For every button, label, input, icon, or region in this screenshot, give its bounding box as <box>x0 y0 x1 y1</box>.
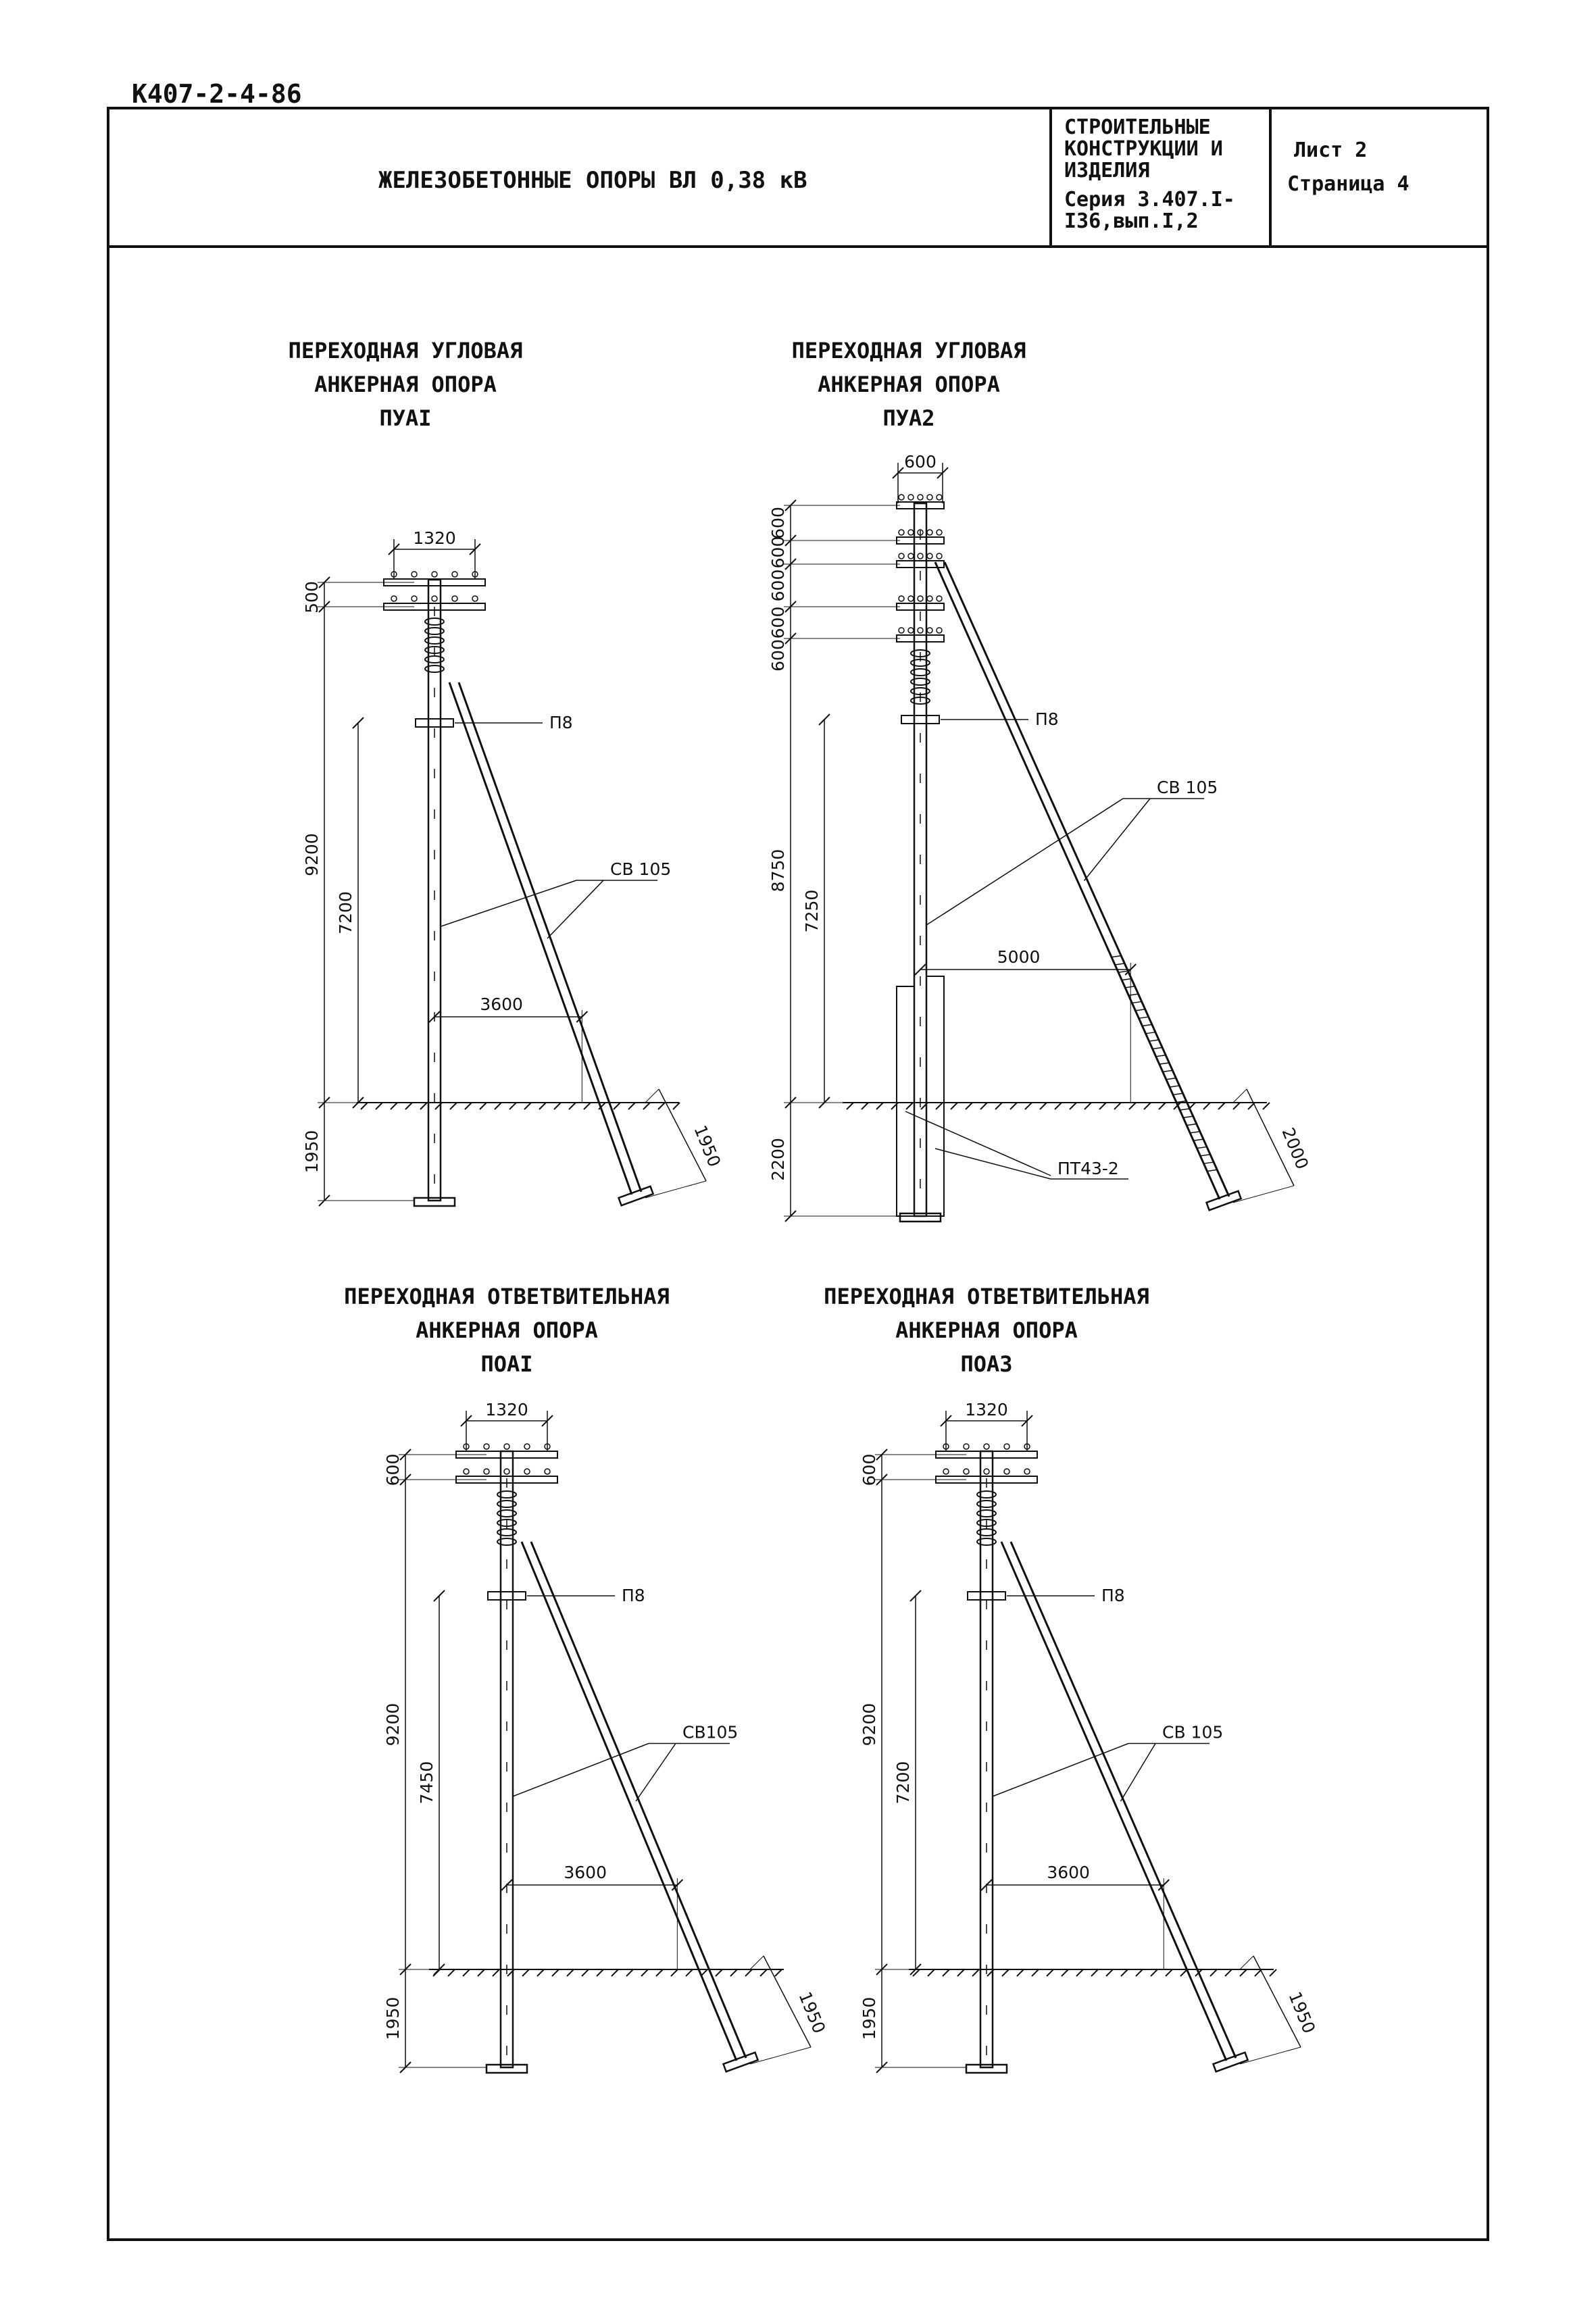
strut-edge-2 <box>459 682 641 1192</box>
ground-hatch <box>1002 1969 1009 1976</box>
ground-hatch <box>760 1969 767 1976</box>
strut-attach-value: 7200 <box>336 891 355 934</box>
tier-spacing-value: 600 <box>768 536 788 569</box>
insulator <box>908 530 914 535</box>
ground-hatch <box>862 1103 868 1109</box>
ground-hatch <box>567 1969 574 1976</box>
drawing-caption-line-2: АНКЕРНАЯ ОПОРА <box>818 372 1000 397</box>
strut-edge-2 <box>1011 1542 1236 2058</box>
ground-hatch <box>614 1103 620 1109</box>
strut-burial-value: 1950 <box>690 1122 725 1170</box>
wire-leader-strut <box>636 1744 676 1802</box>
insulator <box>937 553 942 559</box>
insulator <box>964 1444 969 1449</box>
ground-hatch <box>1233 1103 1240 1109</box>
ground-hatch <box>1091 1969 1098 1976</box>
insulator <box>899 530 904 535</box>
drawing-caption-code: ПОА3 <box>960 1351 1013 1377</box>
ground-hatch <box>465 1103 472 1109</box>
wire-leader-pole <box>441 880 576 926</box>
ground-hatch <box>480 1103 487 1109</box>
insulator <box>432 596 437 601</box>
ground-hatch <box>582 1969 589 1976</box>
strut-hatch <box>1166 1078 1176 1080</box>
top-width-value: 600 <box>904 452 937 472</box>
strut-edge-1 <box>449 682 632 1194</box>
ground-hatch <box>951 1103 957 1109</box>
insulator <box>908 596 914 601</box>
top-spacing-value: 600 <box>383 1453 403 1486</box>
strut-edge-1 <box>522 1542 737 2061</box>
ground-hatch <box>1032 1969 1039 1976</box>
strut-hatch <box>1146 1032 1155 1034</box>
burial-depth-value: 1950 <box>383 1996 403 2040</box>
ground-hatch <box>943 1969 949 1976</box>
strut-hatch <box>1183 1116 1193 1117</box>
strut-burial-ext <box>1240 2047 1301 2064</box>
sheet-frame <box>108 108 1488 2240</box>
strut-edge-2 <box>945 562 1229 1197</box>
ground-hatch <box>928 1969 934 1976</box>
strut-attach-value: 7200 <box>893 1761 913 1805</box>
strut-attach-value: 7450 <box>417 1761 437 1805</box>
strut-hatch <box>1197 1147 1206 1149</box>
ground-hatch <box>1270 1969 1276 1976</box>
ground-hatch <box>405 1103 412 1109</box>
wire-label: СВ105 <box>682 1722 739 1742</box>
strut-edge-1 <box>1001 1542 1226 2061</box>
plate-bracket <box>968 1592 1005 1600</box>
total-height-value: 9200 <box>859 1703 879 1746</box>
insulator <box>984 1469 989 1474</box>
plate-bracket <box>488 1592 526 1600</box>
insulator <box>918 596 923 601</box>
wire-label: СВ 105 <box>610 859 672 879</box>
ground-hatch <box>906 1103 913 1109</box>
ground-hatch <box>658 1103 665 1109</box>
insulator <box>964 1469 969 1474</box>
strut-burial-ext <box>750 1956 764 1969</box>
insulator <box>927 530 932 535</box>
strut-hatch <box>1156 1055 1166 1057</box>
category-line-3: ИЗДЕЛИЯ <box>1064 159 1150 182</box>
tier-spacing-value: 600 <box>768 639 788 672</box>
insulator <box>504 1444 509 1449</box>
insulator <box>908 553 914 559</box>
ground-hatch <box>673 1103 680 1109</box>
ground-hatch <box>1106 1969 1113 1976</box>
strut-burial-ext <box>645 1089 659 1103</box>
insulator <box>524 1444 530 1449</box>
ground-hatch <box>643 1103 650 1109</box>
strut-foot-plate <box>1214 2053 1248 2071</box>
insulator <box>927 628 932 633</box>
strut-hatch <box>1200 1155 1210 1156</box>
strut-hatch <box>1142 1025 1151 1026</box>
ground-hatch <box>493 1969 499 1976</box>
insulator <box>484 1469 489 1474</box>
wire-leader-pole <box>927 799 1123 925</box>
strut-burial-value: 2000 <box>1278 1124 1313 1172</box>
strut-hatch <box>1203 1162 1213 1163</box>
insulator <box>918 628 923 633</box>
strut-hatch <box>1190 1132 1199 1133</box>
ground-hatch <box>1084 1103 1091 1109</box>
ground-hatch <box>495 1103 501 1109</box>
top-spacing-value: 500 <box>302 581 322 613</box>
wire-leader-strut <box>1084 799 1151 881</box>
tier-spacing-value: 600 <box>768 569 788 602</box>
insulator <box>1024 1469 1030 1474</box>
top-spacing-value: 600 <box>859 1453 879 1486</box>
ground-hatch <box>537 1969 544 1976</box>
ground-hatch <box>686 1969 693 1976</box>
ground-hatch <box>641 1969 648 1976</box>
ground-hatch <box>671 1969 678 1976</box>
insulator <box>412 572 417 577</box>
ground-hatch <box>775 1969 782 1976</box>
insulator <box>1004 1469 1009 1474</box>
ground-hatch <box>420 1103 427 1109</box>
strut-hatch <box>1159 1063 1169 1064</box>
ground-hatch <box>626 1969 633 1976</box>
strut-hatch <box>1153 1047 1162 1049</box>
ground-hatch <box>450 1103 457 1109</box>
strut-hatch <box>1118 971 1128 972</box>
ground-hatch <box>463 1969 470 1976</box>
strut-hatch <box>1180 1109 1189 1110</box>
drawing-caption-line-2: АНКЕРНАЯ ОПОРА <box>895 1317 1078 1343</box>
ground-hatch <box>730 1969 737 1976</box>
strut-base-value: 3600 <box>480 995 523 1014</box>
insulator <box>937 628 942 633</box>
drawing-caption-line-1: ПЕРЕХОДНАЯ ОТВЕТВИТЕЛЬНАЯ <box>824 1284 1149 1309</box>
plate-label: П8 <box>1035 709 1059 729</box>
ground-hatch <box>1010 1103 1017 1109</box>
ground-hatch <box>1099 1103 1106 1109</box>
insulator <box>472 596 478 601</box>
strut-hatch <box>1139 1017 1148 1018</box>
pole-foot-plate <box>414 1198 455 1206</box>
ground-hatch <box>1055 1103 1062 1109</box>
insulator <box>918 495 923 500</box>
crossarm <box>897 635 944 642</box>
drawing-3 <box>344 1284 829 2073</box>
ground-hatch <box>1210 1969 1217 1976</box>
stand-left <box>897 986 914 1216</box>
insulator <box>937 596 942 601</box>
burial-depth-value: 1950 <box>302 1130 322 1174</box>
series-line-1: Серия 3.407.I- <box>1064 188 1235 211</box>
ground-hatch <box>980 1103 987 1109</box>
plate-label: П8 <box>622 1586 645 1605</box>
insulator <box>452 596 457 601</box>
strut-edge-2 <box>531 1542 746 2058</box>
wire-leader-pole <box>514 1744 649 1796</box>
ground-hatch <box>509 1103 516 1109</box>
plate-label: П8 <box>1101 1586 1125 1605</box>
tier-spacing-value: 600 <box>768 606 788 639</box>
strut-burial-ext <box>645 1181 706 1198</box>
ground-hatch <box>966 1103 972 1109</box>
ground-hatch <box>524 1103 531 1109</box>
insulator <box>943 1469 949 1474</box>
strut-burial-ext <box>1233 1089 1247 1103</box>
ground-hatch <box>1136 1969 1143 1976</box>
insulator <box>484 1444 489 1449</box>
plate-label: П8 <box>549 713 573 732</box>
category-line-2: КОНСТРУКЦИИ И <box>1064 137 1223 161</box>
strut-burial-ext <box>750 2047 811 2064</box>
ground-hatch <box>361 1103 368 1109</box>
ground-hatch <box>995 1103 1002 1109</box>
title-block-title: ЖЕЛЕЗОБЕТОННЫЕ ОПОРЫ ВЛ 0,38 кВ <box>378 167 807 194</box>
strut-hatch <box>1112 956 1121 957</box>
ground-hatch <box>1159 1103 1166 1109</box>
ground-hatch <box>612 1969 618 1976</box>
insulator <box>452 572 457 577</box>
strut-burial-value: 1950 <box>795 1988 830 2036</box>
stand-leader-2 <box>935 1149 1051 1179</box>
wire-label: СВ 105 <box>1157 778 1218 797</box>
pole-foot-plate <box>966 2065 1007 2073</box>
pole-foot-plate <box>900 1213 941 1222</box>
insulator <box>899 553 904 559</box>
document-code: К407-2-4-86 <box>132 79 302 109</box>
insulator <box>908 628 914 633</box>
ground-hatch <box>1114 1103 1121 1109</box>
strut-hatch <box>1135 1009 1145 1011</box>
plate-bracket <box>901 715 939 724</box>
ground-hatch <box>1263 1103 1270 1109</box>
top-width-value: 1320 <box>413 528 456 548</box>
strut-foot-plate <box>619 1186 653 1205</box>
wire-leader-strut <box>1121 1744 1156 1802</box>
ground-hatch <box>539 1103 546 1109</box>
ground-hatch <box>376 1103 382 1109</box>
insulator <box>927 553 932 559</box>
strut-foot-plate <box>724 2053 758 2071</box>
ground-hatch <box>448 1969 455 1976</box>
insulator <box>937 495 942 500</box>
total-height-value: 8750 <box>768 849 788 892</box>
crossarm <box>897 603 944 610</box>
ground-hatch <box>554 1103 561 1109</box>
strut-hatch <box>1163 1070 1172 1072</box>
strut-edge-1 <box>935 562 1220 1199</box>
pole-body <box>501 1451 513 2067</box>
ground-hatch <box>522 1969 529 1976</box>
ground-hatch <box>1121 1969 1128 1976</box>
strut-attach-value: 7250 <box>802 889 822 933</box>
ground-hatch <box>552 1969 559 1976</box>
burial-depth-value: 1950 <box>859 1996 879 2040</box>
strut-base-value: 3600 <box>564 1863 607 1882</box>
strut-hatch <box>1207 1170 1216 1172</box>
ground-hatch <box>478 1969 484 1976</box>
ground-hatch <box>391 1103 397 1109</box>
drawing-caption-code: ПОАI <box>480 1351 533 1377</box>
drawing-caption-line-1: ПЕРЕХОДНАЯ УГЛОВАЯ <box>791 338 1026 363</box>
strut-hatch <box>1149 1040 1159 1041</box>
insulator <box>937 530 942 535</box>
strut-hatch <box>1187 1124 1196 1126</box>
ground-hatch <box>1144 1103 1151 1109</box>
ground-hatch <box>1076 1969 1083 1976</box>
insulator <box>927 596 932 601</box>
ground-hatch <box>1062 1969 1068 1976</box>
ground-hatch <box>628 1103 635 1109</box>
ground-hatch <box>1047 1969 1053 1976</box>
tier-spacing-value: 600 <box>768 507 788 539</box>
ground-hatch <box>1180 1969 1187 1976</box>
ground-hatch <box>1070 1103 1076 1109</box>
insulator <box>412 596 417 601</box>
insulator <box>899 596 904 601</box>
insulator <box>432 572 437 577</box>
ground-hatch <box>1017 1969 1024 1976</box>
strut-base-value: 3600 <box>1047 1863 1090 1882</box>
ground-hatch <box>1129 1103 1136 1109</box>
insulator <box>899 628 904 633</box>
ground-hatch <box>716 1969 722 1976</box>
stand-right <box>926 976 944 1216</box>
insulator <box>464 1469 469 1474</box>
drawing-caption-line-2: АНКЕРНАЯ ОПОРА <box>314 372 497 397</box>
strut-foot-plate <box>1207 1191 1241 1210</box>
category-line-1: СТРОИТЕЛЬНЫЕ <box>1064 116 1211 139</box>
strut-hatch <box>1170 1086 1179 1087</box>
insulator <box>545 1469 550 1474</box>
ground-hatch <box>936 1103 943 1109</box>
drawing-caption-line-2: АНКЕРНАЯ ОПОРА <box>416 1317 598 1343</box>
ground-hatch <box>1166 1969 1172 1976</box>
insulator <box>504 1469 509 1474</box>
total-height-value: 9200 <box>302 833 322 876</box>
drawing-caption-code: ПУАI <box>379 405 432 431</box>
drawing-2 <box>768 338 1312 1222</box>
drawing-caption-line-1: ПЕРЕХОДНАЯ УГЛОВАЯ <box>288 338 523 363</box>
drawing-caption-code: ПУА2 <box>882 405 935 431</box>
insulator <box>391 596 397 601</box>
ground-hatch <box>957 1969 964 1976</box>
ground-hatch <box>701 1969 707 1976</box>
ground-hatch <box>1240 1969 1247 1976</box>
total-height-value: 9200 <box>383 1703 403 1746</box>
ground-hatch <box>972 1969 979 1976</box>
insulator <box>1004 1444 1009 1449</box>
ground-hatch <box>1025 1103 1032 1109</box>
insulator <box>908 495 914 500</box>
drawing-4 <box>824 1284 1319 2073</box>
strut-hatch <box>1125 986 1134 988</box>
ground-hatch <box>1203 1103 1210 1109</box>
drawing-caption-line-1: ПЕРЕХОДНАЯ ОТВЕТВИТЕЛЬНАЯ <box>344 1284 670 1309</box>
top-width-value: 1320 <box>965 1400 1008 1419</box>
strut-burial-ext <box>1240 1956 1253 1969</box>
ground-hatch <box>1040 1103 1047 1109</box>
ground-hatch <box>847 1103 853 1109</box>
drawing-1 <box>289 338 725 1206</box>
strut-hatch <box>1122 979 1131 980</box>
sheet-number: Лист 2 <box>1294 139 1368 162</box>
stand-label: ПТ43-2 <box>1057 1159 1119 1178</box>
wire-leader-strut <box>547 880 603 938</box>
pole-foot-plate <box>487 2065 527 2073</box>
plate-bracket <box>416 719 453 727</box>
strut-base-value: 5000 <box>997 947 1041 967</box>
ground-hatch <box>745 1969 752 1976</box>
strut-hatch <box>1115 963 1124 965</box>
ground-hatch <box>597 1969 603 1976</box>
ground-hatch <box>876 1103 883 1109</box>
strut-hatch <box>1132 1002 1141 1003</box>
strut-hatch <box>1128 994 1138 995</box>
ground-hatch <box>584 1103 591 1109</box>
insulator <box>524 1469 530 1474</box>
ground-hatch <box>656 1969 663 1976</box>
ground-hatch <box>569 1103 576 1109</box>
wire-label: СВ 105 <box>1162 1722 1224 1742</box>
series-line-2: I36,вып.I,2 <box>1064 209 1199 233</box>
strut-hatch <box>1193 1139 1203 1140</box>
ground-hatch <box>1218 1103 1225 1109</box>
insulator <box>927 495 932 500</box>
strut-burial-value: 1950 <box>1285 1988 1320 2036</box>
insulator <box>899 495 904 500</box>
pole-body <box>980 1451 993 2067</box>
top-width-value: 1320 <box>485 1400 528 1419</box>
insulator <box>984 1444 989 1449</box>
ground-hatch <box>1225 1969 1232 1976</box>
ground-hatch <box>1151 1969 1157 1976</box>
drawings-layer <box>289 338 1320 2073</box>
page-number: Страница 4 <box>1287 172 1410 196</box>
burial-depth-value: 2200 <box>768 1138 788 1181</box>
strut-hatch <box>1173 1093 1182 1095</box>
strut-burial-ext <box>1233 1186 1294 1203</box>
insulator <box>918 553 923 559</box>
